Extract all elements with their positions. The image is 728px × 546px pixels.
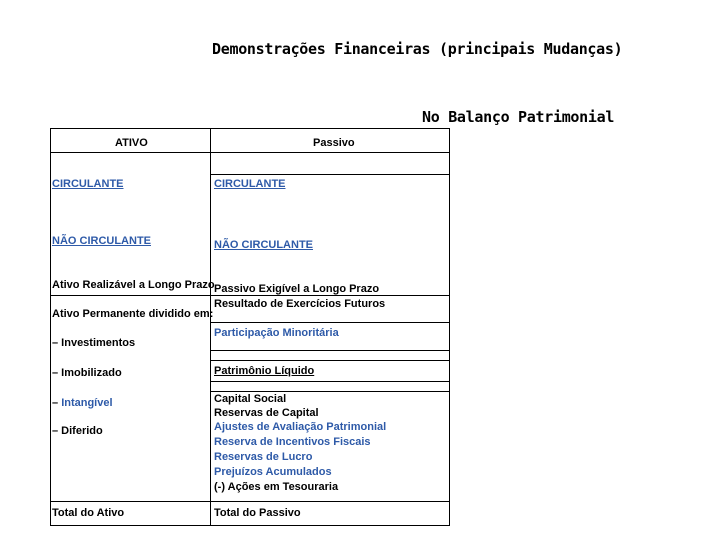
passivo-total: Total do Passivo — [214, 507, 301, 519]
ativo-total: Total do Ativo — [52, 507, 125, 519]
column-divider — [210, 128, 211, 526]
header-passivo: Passivo — [313, 137, 355, 149]
passivo-reservas-lucro: Reservas de Lucro — [214, 451, 313, 463]
passivo-prejuizos: Prejuízos Acumulados — [214, 466, 332, 478]
row-divider — [210, 360, 450, 361]
ativo-imobilizado: – Imobilizado — [52, 367, 122, 379]
page-subtitle: No Balanço Patrimonial — [422, 108, 615, 126]
ativo-nao-circulante: NÃO CIRCULANTE — [52, 235, 151, 247]
ativo-intangivel — [52, 396, 113, 410]
row-divider — [210, 381, 450, 382]
header-ativo: ATIVO — [115, 137, 148, 149]
page-title: Demonstrações Financeiras (principais Mudanças) — [212, 40, 623, 58]
row-divider — [210, 322, 450, 323]
ativo-realizavel: Ativo Realizável a Longo Prazo — [52, 279, 215, 291]
passivo-circulante: CIRCULANTE — [214, 178, 286, 190]
passivo-ajustes: Ajustes de Avaliação Patrimonial — [214, 421, 387, 433]
header-divider — [50, 152, 450, 153]
ativo-intangivel-dash: – — [52, 397, 59, 409]
passivo-reserva-incentivos: Reserva de Incentivos Fiscais — [214, 436, 371, 448]
passivo-exigivel: Passivo Exigível a Longo Prazo — [214, 283, 380, 295]
ativo-diferido: – Diferido — [52, 425, 103, 437]
passivo-participacao: Participação Minoritária — [214, 327, 339, 339]
ativo-permanente: Ativo Permanente dividido em: — [52, 308, 214, 320]
passivo-acoes-tesouraria: (-) Ações em Tesouraria — [214, 481, 339, 493]
ativo-intangivel-label: Intangível — [61, 397, 113, 409]
passivo-reservas-capital: Reservas de Capital — [214, 407, 319, 419]
passivo-capital-social: Capital Social — [214, 393, 287, 405]
ativo-circulante: CIRCULANTE — [52, 178, 124, 190]
passivo-nao-circulante: NÃO CIRCULANTE — [214, 239, 313, 251]
total-divider — [50, 501, 450, 502]
row-divider — [210, 350, 450, 351]
passivo-patrimonio: Patrimônio Líquido — [214, 365, 315, 377]
ativo-investimentos: – Investimentos — [52, 337, 136, 349]
passivo-resultado: Resultado de Exercícios Futuros — [214, 298, 386, 310]
row-divider — [210, 174, 450, 175]
